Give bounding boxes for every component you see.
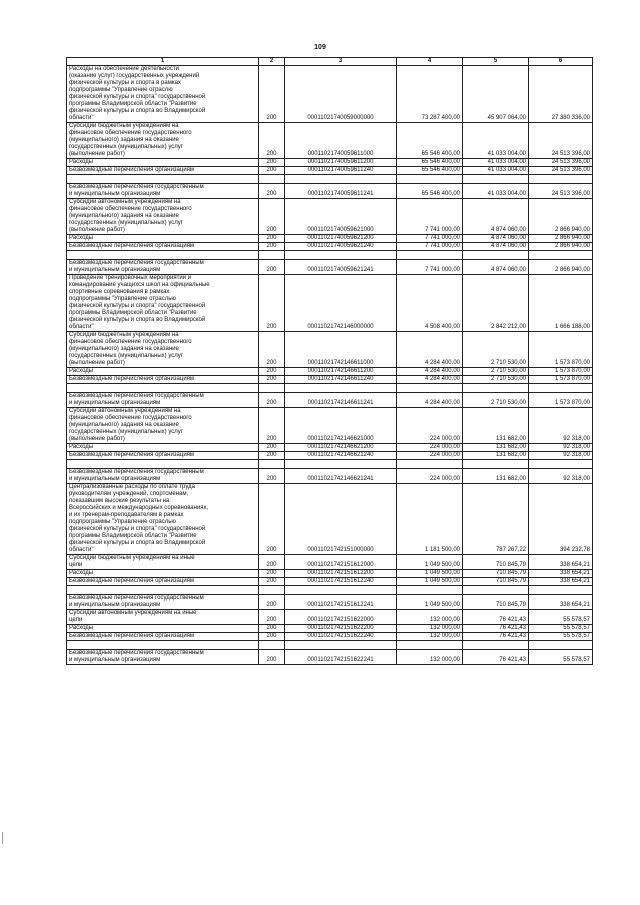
row-kbk-cell: 00011021740059621200: [285, 235, 397, 243]
row-kbk-cell: 00011021742146621241: [285, 469, 397, 484]
row-remaining-cell: 24 513 396,00: [529, 123, 593, 159]
row-name-cell: Безвозмездные перечисления организациям: [67, 578, 259, 586]
spacer-cell: [397, 641, 463, 650]
row-approved-cell: 1 049 500,00: [397, 595, 463, 610]
row-kbk-cell: 00011021742151612240: [285, 578, 397, 586]
row-executed-cell: 4 874 060,00: [463, 243, 529, 251]
row-kbk-cell: 00011021740059611000: [285, 123, 397, 159]
table-row: [67, 184, 593, 199]
row-name-cell: Расходы: [67, 159, 259, 167]
row-name-cell: Субсидии автономным учреждениям на финансовое обеспечение государственного (муниципального) задания на оказание государственных (муниципальных) услуг (выполнение работ): [67, 408, 259, 444]
row-name-cell: Расходы: [67, 368, 259, 376]
row-kbk-cell: 00011021742146621200: [285, 444, 397, 452]
row-approved-cell: 73 287 400,00: [397, 66, 463, 123]
spacer-row: [67, 251, 593, 260]
row-kbk-cell: 00011021742146611200: [285, 368, 397, 376]
table-row: [67, 625, 593, 633]
spacer-cell: [397, 175, 463, 184]
column-header-2: 2: [259, 58, 285, 66]
row-name-cell: Субсидии бюджетным учреждениям на иные цели: [67, 555, 259, 570]
row-name-cell: Безвозмездные перечисления организациям: [67, 633, 259, 641]
spacer-cell: [67, 251, 259, 260]
row-executed-cell: 2 710 530,00: [463, 376, 529, 384]
table-row: [67, 376, 593, 384]
row-remaining-cell: 2 866 940,00: [529, 235, 593, 243]
row-approved-cell: 132 000,00: [397, 633, 463, 641]
row-executed-cell: 131 682,00: [463, 452, 529, 460]
table-row: [67, 484, 593, 555]
row-name-cell: Субсидии бюджетным учреждениям на финансовое обеспечение государственного (муниципального) задания на оказание государственных (муниципальных) услуг (выполнение работ): [67, 123, 259, 159]
spacer-cell: [67, 175, 259, 184]
row-approved-cell: 7 741 000,00: [397, 260, 463, 275]
row-code-cell: 200: [259, 66, 285, 123]
row-executed-cell: 41 033 004,00: [463, 184, 529, 199]
table-row: [67, 633, 593, 641]
row-kbk-cell: 00011021742151612241: [285, 595, 397, 610]
spacer-cell: [463, 586, 529, 595]
row-approved-cell: 1 049 500,00: [397, 570, 463, 578]
table-row: [67, 66, 593, 123]
spacer-row: [67, 460, 593, 469]
table-row: [67, 368, 593, 376]
table-row: [67, 332, 593, 368]
column-header-3: 3: [285, 58, 397, 66]
row-approved-cell: 4 508 400,00: [397, 275, 463, 332]
row-remaining-cell: 24 513 396,00: [529, 184, 593, 199]
row-code-cell: 200: [259, 243, 285, 251]
row-executed-cell: 131 682,00: [463, 469, 529, 484]
spacer-cell: [529, 251, 593, 260]
spacer-cell: [529, 586, 593, 595]
row-remaining-cell: 55 578,57: [529, 610, 593, 625]
spacer-cell: [397, 384, 463, 393]
table-row: [67, 408, 593, 444]
spacer-row: [67, 641, 593, 650]
row-executed-cell: 45 907 064,00: [463, 66, 529, 123]
row-name-cell: Безвозмездные перечисления организациям: [67, 243, 259, 251]
row-remaining-cell: 92 318,00: [529, 452, 593, 460]
table-row: [67, 260, 593, 275]
row-kbk-cell: 00011021742151622240: [285, 633, 397, 641]
row-kbk-cell: 00011021742146000000: [285, 275, 397, 332]
row-remaining-cell: 338 654,21: [529, 570, 593, 578]
row-remaining-cell: 2 866 940,00: [529, 260, 593, 275]
row-code-cell: 200: [259, 275, 285, 332]
row-kbk-cell: 00011021740059621240: [285, 243, 397, 251]
row-code-cell: 200: [259, 570, 285, 578]
spacer-cell: [529, 460, 593, 469]
spacer-cell: [397, 251, 463, 260]
row-name-cell: Расходы: [67, 235, 259, 243]
row-remaining-cell: 1 573 870,00: [529, 368, 593, 376]
row-executed-cell: 4 874 060,00: [463, 260, 529, 275]
spacer-row: [67, 175, 593, 184]
row-kbk-cell: 00011021742151612000: [285, 555, 397, 570]
page-number: 109: [314, 44, 326, 51]
row-approved-cell: 4 284 400,00: [397, 332, 463, 368]
spacer-cell: [463, 251, 529, 260]
table-row: [67, 610, 593, 625]
row-approved-cell: 7 741 000,00: [397, 235, 463, 243]
row-remaining-cell: 1 666 188,00: [529, 275, 593, 332]
table-row: [67, 469, 593, 484]
row-remaining-cell: 338 654,21: [529, 595, 593, 610]
table-row: [67, 555, 593, 570]
row-code-cell: 200: [259, 368, 285, 376]
row-approved-cell: 132 000,00: [397, 650, 463, 665]
spacer-cell: [259, 251, 285, 260]
column-header-6: 6: [529, 58, 593, 66]
spacer-cell: [529, 175, 593, 184]
row-code-cell: 200: [259, 408, 285, 444]
spacer-cell: [529, 641, 593, 650]
row-remaining-cell: 27 380 336,00: [529, 66, 593, 123]
row-kbk-cell: 00011021742151622000: [285, 610, 397, 625]
row-code-cell: 200: [259, 444, 285, 452]
row-name-cell: Расходы на обеспечение деятельности (оказание услуг) государственных учреждений физической культуры и спорта в рамках подпрограммы "Управление отраслю физической культуры и спорта" государственной программы Владимирской области "Развитие физической культуры и спорта во Владимирской области": [67, 66, 259, 123]
row-remaining-cell: 24 513 396,00: [529, 167, 593, 175]
row-code-cell: 200: [259, 610, 285, 625]
row-kbk-cell: 00011021742151622241: [285, 650, 397, 665]
row-approved-cell: 65 546 400,00: [397, 184, 463, 199]
row-kbk-cell: 00011021740059611241: [285, 184, 397, 199]
spacer-cell: [67, 586, 259, 595]
row-code-cell: 200: [259, 650, 285, 665]
spacer-cell: [397, 460, 463, 469]
row-executed-cell: 4 874 060,00: [463, 235, 529, 243]
row-approved-cell: 224 000,00: [397, 452, 463, 460]
row-kbk-cell: 00011021740059621241: [285, 260, 397, 275]
row-approved-cell: 7 741 000,00: [397, 199, 463, 235]
table-row: [67, 275, 593, 332]
spacer-cell: [285, 251, 397, 260]
column-header-5: 5: [463, 58, 529, 66]
row-code-cell: 200: [259, 578, 285, 586]
row-name-cell: Субсидии автономным учреждениям на иные цели: [67, 610, 259, 625]
row-remaining-cell: 55 578,57: [529, 625, 593, 633]
spacer-cell: [259, 586, 285, 595]
row-remaining-cell: 55 578,57: [529, 650, 593, 665]
row-executed-cell: 710 845,79: [463, 555, 529, 570]
row-remaining-cell: 2 866 940,00: [529, 243, 593, 251]
spacer-row: [67, 586, 593, 595]
table-row: [67, 159, 593, 167]
row-kbk-cell: 00011021742146621240: [285, 452, 397, 460]
row-code-cell: 200: [259, 393, 285, 408]
table-row: [67, 167, 593, 175]
row-executed-cell: 76 421,43: [463, 625, 529, 633]
row-executed-cell: 710 845,79: [463, 595, 529, 610]
row-code-cell: 200: [259, 235, 285, 243]
spacer-cell: [463, 175, 529, 184]
table-row: [67, 393, 593, 408]
row-executed-cell: 4 874 060,00: [463, 199, 529, 235]
row-name-cell: Безвозмездные перечисления организациям: [67, 167, 259, 175]
row-kbk-cell: 00011021742146611240: [285, 376, 397, 384]
row-kbk-cell: 00011021742151612200: [285, 570, 397, 578]
spacer-cell: [463, 460, 529, 469]
spacer-cell: [285, 641, 397, 650]
row-code-cell: 200: [259, 625, 285, 633]
row-code-cell: 200: [259, 184, 285, 199]
table-row: [67, 578, 593, 586]
table-row: [67, 452, 593, 460]
spacer-cell: [285, 586, 397, 595]
row-executed-cell: 2 710 530,00: [463, 393, 529, 408]
row-remaining-cell: 92 318,00: [529, 444, 593, 452]
row-code-cell: 200: [259, 332, 285, 368]
row-executed-cell: 76 421,43: [463, 650, 529, 665]
row-approved-cell: 1 181 500,00: [397, 484, 463, 555]
spacer-cell: [67, 641, 259, 650]
row-name-cell: Безвозмездные перечисления государственным и муниципальным организациям: [67, 595, 259, 610]
row-name-cell: Безвозмездные перечисления государственным и муниципальным организациям: [67, 260, 259, 275]
row-executed-cell: 710 845,79: [463, 578, 529, 586]
spacer-cell: [397, 586, 463, 595]
row-code-cell: 200: [259, 452, 285, 460]
row-code-cell: 200: [259, 469, 285, 484]
spacer-cell: [285, 175, 397, 184]
row-remaining-cell: 1 573 870,00: [529, 332, 593, 368]
row-approved-cell: 1 049 500,00: [397, 555, 463, 570]
row-executed-cell: 2 842 212,00: [463, 275, 529, 332]
spacer-cell: [285, 384, 397, 393]
spacer-cell: [463, 641, 529, 650]
row-approved-cell: 7 741 000,00: [397, 243, 463, 251]
column-header-4: 4: [397, 58, 463, 66]
row-name-cell: Субсидии бюджетным учреждениям на финансовое обеспечение государственного (муниципального) задания на оказание государственных (муниципальных) услуг (выполнение работ): [67, 332, 259, 368]
row-name-cell: Безвозмездные перечисления государственным и муниципальным организациям: [67, 184, 259, 199]
row-executed-cell: 41 033 004,00: [463, 159, 529, 167]
row-remaining-cell: 1 573 870,00: [529, 393, 593, 408]
row-code-cell: 200: [259, 555, 285, 570]
table-header-row: [67, 58, 593, 66]
spacer-cell: [67, 384, 259, 393]
row-executed-cell: 2 710 530,00: [463, 332, 529, 368]
spacer-cell: [67, 460, 259, 469]
row-kbk-cell: 00011021740059611200: [285, 159, 397, 167]
row-approved-cell: 224 000,00: [397, 469, 463, 484]
row-approved-cell: 132 000,00: [397, 625, 463, 633]
row-kbk-cell: 00011021740059611240: [285, 167, 397, 175]
row-approved-cell: 4 284 400,00: [397, 376, 463, 384]
row-remaining-cell: 338 654,21: [529, 578, 593, 586]
row-remaining-cell: 92 318,00: [529, 469, 593, 484]
row-name-cell: Безвозмездные перечисления государственным и муниципальным организациям: [67, 469, 259, 484]
row-name-cell: Безвозмездные перечисления организациям: [67, 376, 259, 384]
row-remaining-cell: 2 866 940,00: [529, 199, 593, 235]
row-name-cell: Расходы: [67, 444, 259, 452]
budget-table: [66, 57, 593, 665]
row-name-cell: Расходы: [67, 625, 259, 633]
row-approved-cell: 224 000,00: [397, 444, 463, 452]
margin-mark: [2, 832, 6, 844]
spacer-cell: [463, 384, 529, 393]
row-executed-cell: 787 267,22: [463, 484, 529, 555]
table-row: [67, 123, 593, 159]
row-executed-cell: 710 845,79: [463, 570, 529, 578]
row-name-cell: Проведение тренировочных мероприятий и командирование учащихся школ на официальные спортивные соревнования в рамках подпрограммы "Управление отраслью физической культуры и спорта" государственной программы Владимирской области "Развитие физической культуры и спорта во Владимирской области": [67, 275, 259, 332]
row-code-cell: 200: [259, 159, 285, 167]
row-approved-cell: 4 284 400,00: [397, 368, 463, 376]
row-name-cell: Безвозмездные перечисления организациям: [67, 452, 259, 460]
row-kbk-cell: 00011021742151622200: [285, 625, 397, 633]
row-kbk-cell: 00011021740059621000: [285, 199, 397, 235]
table-row: [67, 243, 593, 251]
table-row: [67, 235, 593, 243]
spacer-cell: [259, 384, 285, 393]
spacer-cell: [529, 384, 593, 393]
row-remaining-cell: 1 573 870,00: [529, 376, 593, 384]
row-name-cell: Субсидии автономным учреждениям на финансовое обеспечение государственного (муниципального) задания на оказание государственных (муниципальных) услуг (выполнение работ): [67, 199, 259, 235]
row-approved-cell: 65 546 400,00: [397, 159, 463, 167]
row-code-cell: 200: [259, 167, 285, 175]
spacer-cell: [259, 641, 285, 650]
row-remaining-cell: 55 578,57: [529, 633, 593, 641]
row-executed-cell: 76 421,43: [463, 633, 529, 641]
row-name-cell: Расходы: [67, 570, 259, 578]
row-code-cell: 200: [259, 484, 285, 555]
row-code-cell: 200: [259, 595, 285, 610]
row-remaining-cell: 394 232,78: [529, 484, 593, 555]
row-executed-cell: 76 421,43: [463, 610, 529, 625]
row-kbk-cell: 00011021742146611241: [285, 393, 397, 408]
spacer-cell: [285, 460, 397, 469]
row-code-cell: 200: [259, 199, 285, 235]
row-code-cell: 200: [259, 260, 285, 275]
table-row: [67, 570, 593, 578]
row-remaining-cell: 338 654,21: [529, 555, 593, 570]
column-header-1: 1: [67, 58, 259, 66]
row-approved-cell: 224 000,00: [397, 408, 463, 444]
row-name-cell: Безвозмездные перечисления государственным и муниципальным организациям: [67, 650, 259, 665]
row-executed-cell: 41 033 004,00: [463, 123, 529, 159]
table-row: [67, 444, 593, 452]
row-approved-cell: 65 546 400,00: [397, 167, 463, 175]
row-kbk-cell: 00011021742146611000: [285, 332, 397, 368]
row-approved-cell: 132 000,00: [397, 610, 463, 625]
table-row: [67, 595, 593, 610]
row-executed-cell: 131 682,00: [463, 444, 529, 452]
row-approved-cell: 65 546 400,00: [397, 123, 463, 159]
spacer-cell: [259, 460, 285, 469]
table-row: [67, 650, 593, 665]
row-executed-cell: 2 710 530,00: [463, 368, 529, 376]
row-code-cell: 200: [259, 633, 285, 641]
row-kbk-cell: 00011021742151000000: [285, 484, 397, 555]
table-body: [67, 66, 593, 665]
spacer-row: [67, 384, 593, 393]
row-executed-cell: 131 682,00: [463, 408, 529, 444]
table-row: [67, 199, 593, 235]
row-remaining-cell: 24 513 396,00: [529, 159, 593, 167]
row-approved-cell: 1 049 500,00: [397, 578, 463, 586]
row-approved-cell: 4 284 400,00: [397, 393, 463, 408]
row-code-cell: 200: [259, 123, 285, 159]
row-name-cell: Безвозмездные перечисления государственным и муниципальным организациям: [67, 393, 259, 408]
row-code-cell: 200: [259, 376, 285, 384]
row-executed-cell: 41 033 004,00: [463, 167, 529, 175]
row-remaining-cell: 92 318,00: [529, 408, 593, 444]
row-name-cell: Централизованные расходы по оплате труда руководителям учреждений, спортсменам, показавшим высокие результаты на Всероссийских и международных соревнованиях, и их тренерам-преподавателям в рамках подпрограммы "Управление отраслью физической культуры и спорта" государственной программы Владимирской области "Развитие физической культуры и спорта во Владимирской области": [67, 484, 259, 555]
row-kbk-cell: 00011021742146621000: [285, 408, 397, 444]
row-kbk-cell: 00011021740059000000: [285, 66, 397, 123]
spacer-cell: [259, 175, 285, 184]
